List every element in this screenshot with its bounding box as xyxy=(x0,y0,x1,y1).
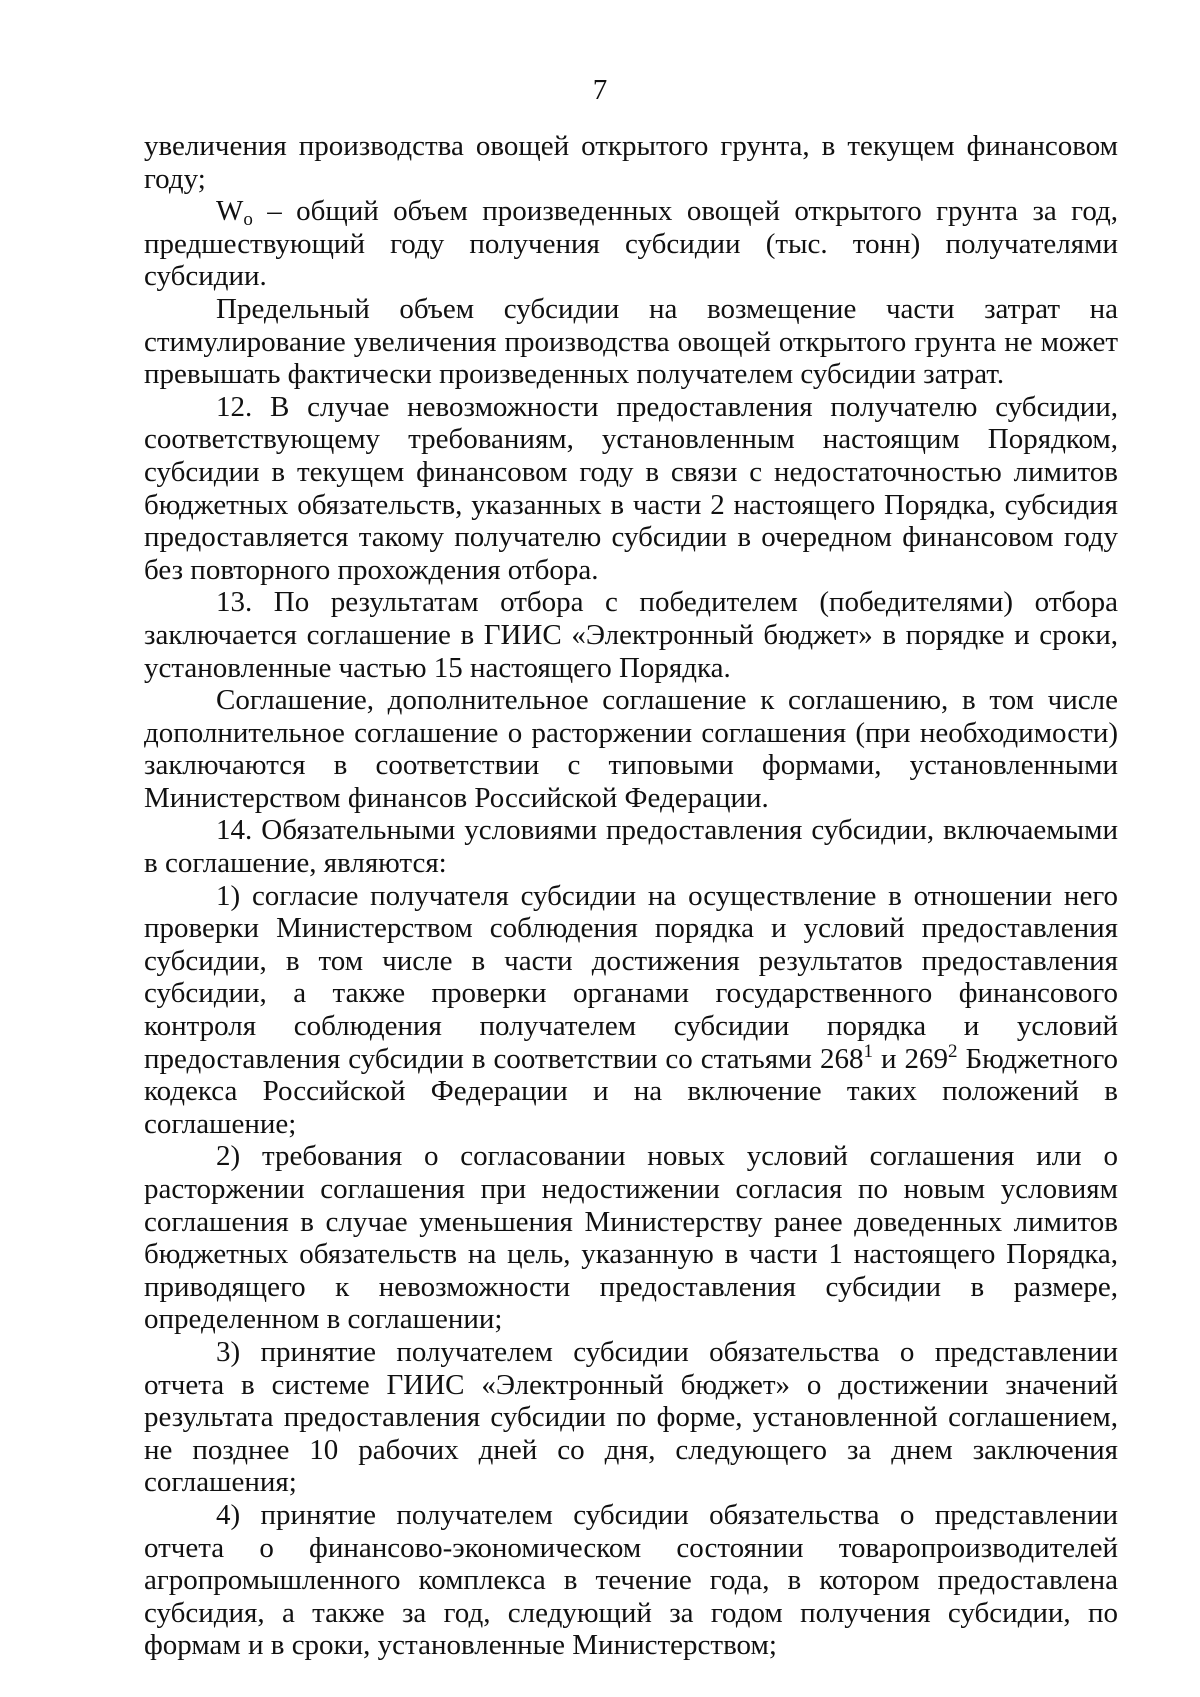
paragraph-agreement: Соглашение, дополнительное соглашение к соглашению, в том числе дополнительное соглашение о расторжении соглашения (при необходимости) заключаются в соответствии с типовыми формами, установленными Министерством финансов Российской Федерации. xyxy=(144,684,1118,814)
definition-text: – общий объем произведенных овощей открытого грунта за год, предшествующий году получения субсидии (тыс. тонн) получателями субсидии. xyxy=(144,195,1118,293)
paragraph-13: 13. По результатам отбора с победителем (победителями) отбора заключается соглашение в ГИИС «Электронный бюджет» в порядке и сроки, установленные частью 15 настоящего Порядка. xyxy=(144,586,1118,684)
paragraph-wo-definition xyxy=(144,195,1118,293)
superscript-1: 1 xyxy=(863,1040,873,1062)
formula-subscript: о xyxy=(243,209,253,231)
list-item-1 xyxy=(144,880,1118,1141)
list-item-1-text-c: Бюджетного кодекса Российской Федерации и на включение таких положений в соглашение; xyxy=(144,1042,1118,1140)
list-item-4: 4) принятие получателем субсидии обязательства о представлении отчета о финансово-экономическом состоянии товаропроизводителей агропромышленного комплекса в течение года, в котором предоставлена субсидия, а также за год, следующий за годом получения субсидии, по формам и в сроки, установленные Министерством; xyxy=(144,1498,1118,1662)
paragraph-14: 14. Обязательными условиями предоставления субсидии, включаемыми в соглашение, являются: xyxy=(144,814,1118,880)
list-item-3: 3) принятие получателем субсидии обязательства о представлении отчета в системе ГИИС «Электронный бюджет» о достижении значений результата предоставления субсидии по форме, установленной соглашением, не позднее 10 рабочих дней со дня, следующего за днем заключения соглашения; xyxy=(144,1335,1118,1499)
superscript-2: 2 xyxy=(948,1040,958,1062)
paragraph-12: 12. В случае невозможности предоставления получателю субсидии, соответствующему требованиям, установленным настоящим Порядком, субсидии в текущем финансовом году в связи с недостаточностью лимитов бюджетных обязательств, указанных в части 2 настоящего Порядка, субсидия предоставляется такому получателю субсидии в очередном финансовом году без повторного прохождения отбора. xyxy=(144,390,1118,586)
paragraph-limit: Предельный объем субсидии на возмещение части затрат на стимулирование увеличения производства овощей открытого грунта не может превышать фактически произведенных получателем субсидии затрат. xyxy=(144,292,1118,391)
paragraph-continuation: увеличения производства овощей открытого грунта, в текущем финансовом году; xyxy=(144,130,1118,195)
list-item-1-text-a: 1) согласие получателя субсидии на осуществление в отношении него проверки Министерством соблюдения порядка и условий предоставления субсидии, в том числе в части достижения результатов предоставления субсидии, а также проверки органами государственного финансового контроля соблюдения получателем субсидии порядка и условий предоставления субсидии в соответствии со статьями 268 xyxy=(144,879,1118,1075)
document-body xyxy=(144,130,1118,1662)
list-item-1-text-b: и 269 xyxy=(872,1042,948,1075)
list-item-2: 2) требования о согласовании новых условий соглашения или о расторжении соглашения при недостижении согласия по новым условиям соглашения в случае уменьшения Министерству ранее доведенных лимитов бюджетных обязательств на цель, указанную в части 1 настоящего Порядка, приводящего к невозможности предоставления субсидии в размере, определенном в соглашении; xyxy=(144,1140,1118,1336)
formula-symbol: W xyxy=(216,195,244,228)
page-number: 7 xyxy=(592,74,608,106)
